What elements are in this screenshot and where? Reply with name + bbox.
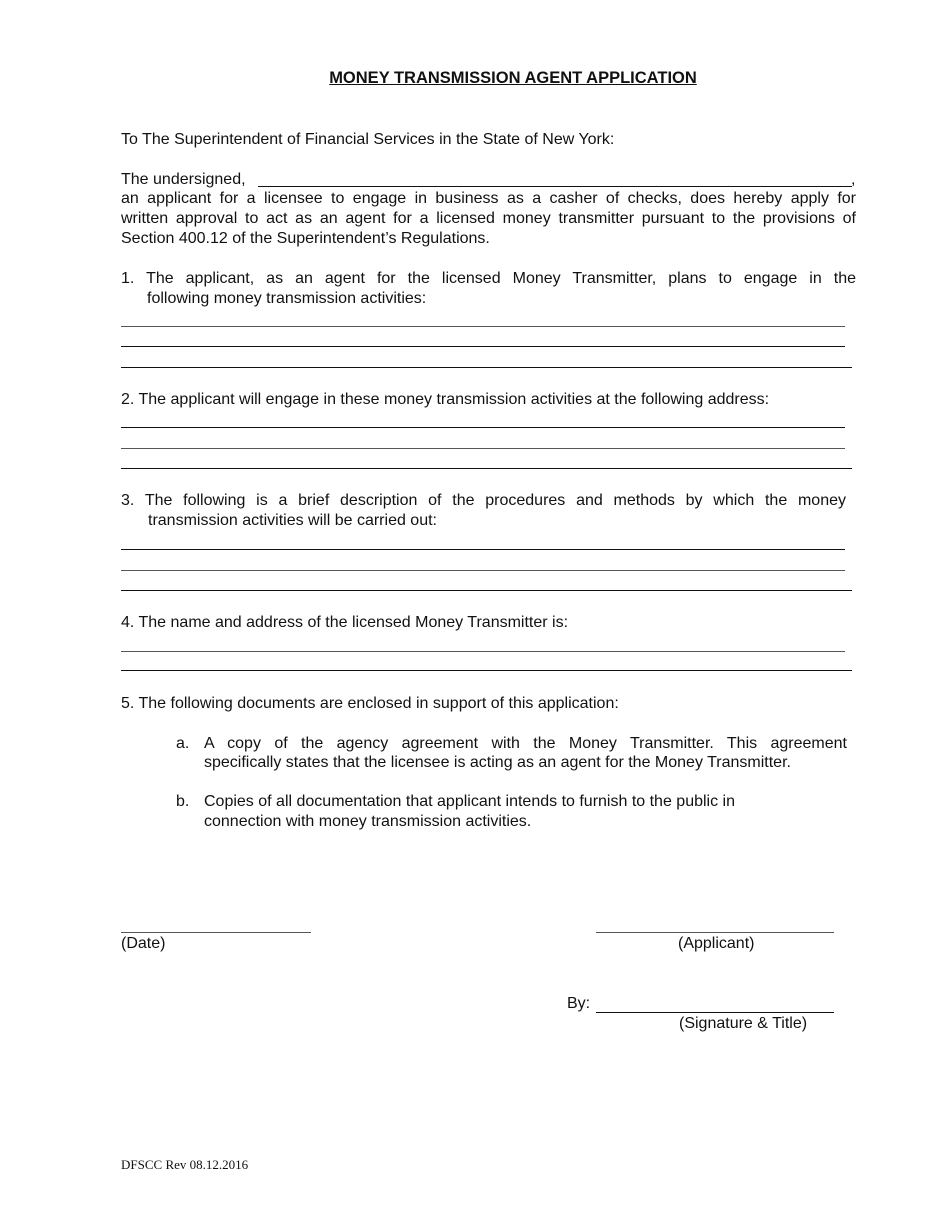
- by-label: By:: [567, 995, 591, 1012]
- activities-field-line-3[interactable]: [121, 367, 852, 368]
- procedures-field-line-1[interactable]: [121, 549, 845, 550]
- item-1-line-2: following money transmission activities:: [147, 290, 427, 307]
- intro-comma: ,: [851, 171, 856, 188]
- applicant-field[interactable]: [596, 932, 834, 933]
- activities-field-line-2[interactable]: [121, 346, 845, 347]
- applicant-label: (Applicant): [678, 935, 755, 952]
- address-field-line-1[interactable]: [121, 427, 845, 428]
- document-b-marker: b.: [176, 793, 190, 810]
- item-3-line-2: transmission activities will be carried out:: [148, 512, 437, 529]
- intro-prefix: The undersigned,: [121, 171, 246, 188]
- activities-field-line-1[interactable]: [121, 326, 845, 327]
- intro-line-1: an applicant for a licensee to engage in business as a casher of checks, does hereby apply for: [121, 190, 856, 207]
- salutation: To The Superintendent of Financial Services in the State of New York:: [121, 131, 615, 148]
- form-revision: DFSCC Rev 08.12.2016: [121, 1157, 249, 1172]
- signature-label: (Signature & Title): [679, 1015, 808, 1032]
- date-label: (Date): [121, 935, 166, 952]
- item-1-line-1: 1. The applicant, as an agent for the licensed Money Transmitter, plans to engage in the: [121, 270, 856, 287]
- item-5-line-1: 5. The following documents are enclosed in support of this application:: [121, 695, 619, 712]
- address-field-line-3[interactable]: [121, 468, 852, 469]
- transmitter-field-line-2[interactable]: [121, 670, 852, 671]
- page-title: MONEY TRANSMISSION AGENT APPLICATION: [329, 69, 697, 87]
- document-a-line-2: specifically states that the licensee is acting as an agent for the Money Transmitter.: [204, 754, 791, 771]
- intro-line-3: Section 400.12 of the Superintendent’s Regulations.: [121, 230, 490, 247]
- transmitter-field-line-1[interactable]: [121, 651, 845, 652]
- procedures-field-line-2[interactable]: [121, 570, 845, 571]
- document-b-line-2: connection with money transmission activities.: [204, 813, 532, 830]
- item-3-line-1: 3. The following is a brief description of the procedures and methods by which the money: [121, 492, 846, 509]
- address-field-line-2[interactable]: [121, 448, 845, 449]
- undersigned-name-field[interactable]: [258, 186, 852, 187]
- item-4-line-1: 4. The name and address of the licensed Money Transmitter is:: [121, 614, 569, 631]
- intro-line-2: written approval to act as an agent for a licensed money transmitter pursuant to the provisions of: [121, 210, 856, 227]
- procedures-field-line-3[interactable]: [121, 590, 852, 591]
- date-field[interactable]: [121, 932, 311, 933]
- document-b-line-1: Copies of all documentation that applicant intends to furnish to the public in: [204, 793, 735, 810]
- document-a-line-1: A copy of the agency agreement with the Money Transmitter. This agreement: [204, 735, 847, 752]
- item-2-line-1: 2. The applicant will engage in these money transmission activities at the following address:: [121, 391, 770, 408]
- signature-field[interactable]: [596, 1012, 834, 1013]
- document-a-marker: a.: [176, 735, 190, 752]
